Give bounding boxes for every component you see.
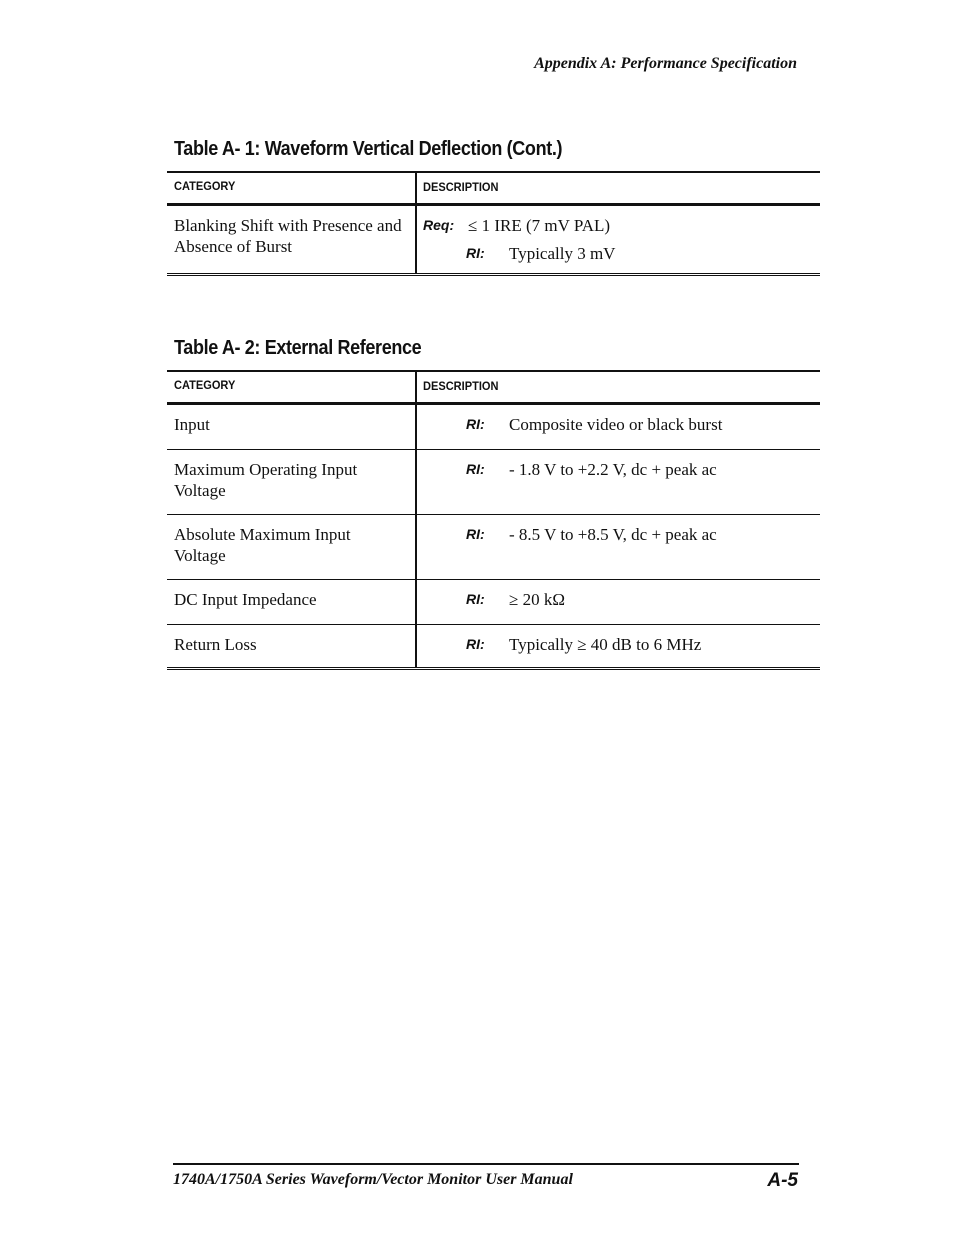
table-a2 xyxy=(167,370,820,670)
req-label: Req: xyxy=(423,217,455,233)
ri-value: - 8.5 V to +8.5 V, dc + peak ac xyxy=(509,525,717,544)
footer-manual-title: 1740A/1750A Series Waveform/Vector Monitor User Manual xyxy=(173,1171,573,1188)
ri-label: RI: xyxy=(466,245,485,261)
ri-label: RI: xyxy=(466,416,485,432)
row-category: Maximum Operating Input Voltage xyxy=(174,460,358,500)
row-category: Input xyxy=(174,415,210,434)
column-header-category: CATEGORY xyxy=(174,378,236,392)
ri-value: Composite video or black burst xyxy=(509,415,723,434)
table-row xyxy=(167,450,820,515)
table-row xyxy=(167,405,820,450)
table-header-row xyxy=(167,171,820,206)
table-row xyxy=(167,580,820,625)
ri-label: RI: xyxy=(466,591,485,607)
table-a1 xyxy=(167,171,820,276)
column-header-description: DESCRIPTION xyxy=(423,379,499,393)
row-category: Return Loss xyxy=(174,635,257,654)
column-header-description: DESCRIPTION xyxy=(423,180,499,194)
table-row xyxy=(167,625,820,670)
row-category: DC Input Impedance xyxy=(174,590,317,609)
table-a2-title: Table A- 2: External Reference xyxy=(174,337,422,359)
ri-value: Typically ≥ 40 dB to 6 MHz xyxy=(509,635,702,654)
ri-label: RI: xyxy=(466,636,485,652)
running-header: Appendix A: Performance Specification xyxy=(534,55,797,72)
column-header-category: CATEGORY xyxy=(174,179,236,193)
row-category: Absolute Maximum Input Voltage xyxy=(174,525,351,565)
table-row xyxy=(167,515,820,580)
ri-value: Typically 3 mV xyxy=(509,244,616,263)
ri-value: ≥ 20 kΩ xyxy=(509,590,565,609)
footer-rule xyxy=(173,1163,799,1165)
ri-label: RI: xyxy=(466,461,485,477)
ri-value: - 1.8 V to +2.2 V, dc + peak ac xyxy=(509,460,717,479)
page-number: A-5 xyxy=(767,1170,798,1191)
table-row xyxy=(167,206,820,276)
req-value: ≤ 1 IRE (7 mV PAL) xyxy=(468,216,611,235)
ri-label: RI: xyxy=(466,526,485,542)
table-a1-title: Table A- 1: Waveform Vertical Deflection (Cont.) xyxy=(174,138,563,160)
row-category: Blanking Shift with Presence and Absence of Burst xyxy=(174,216,402,256)
table-header-row xyxy=(167,370,820,405)
